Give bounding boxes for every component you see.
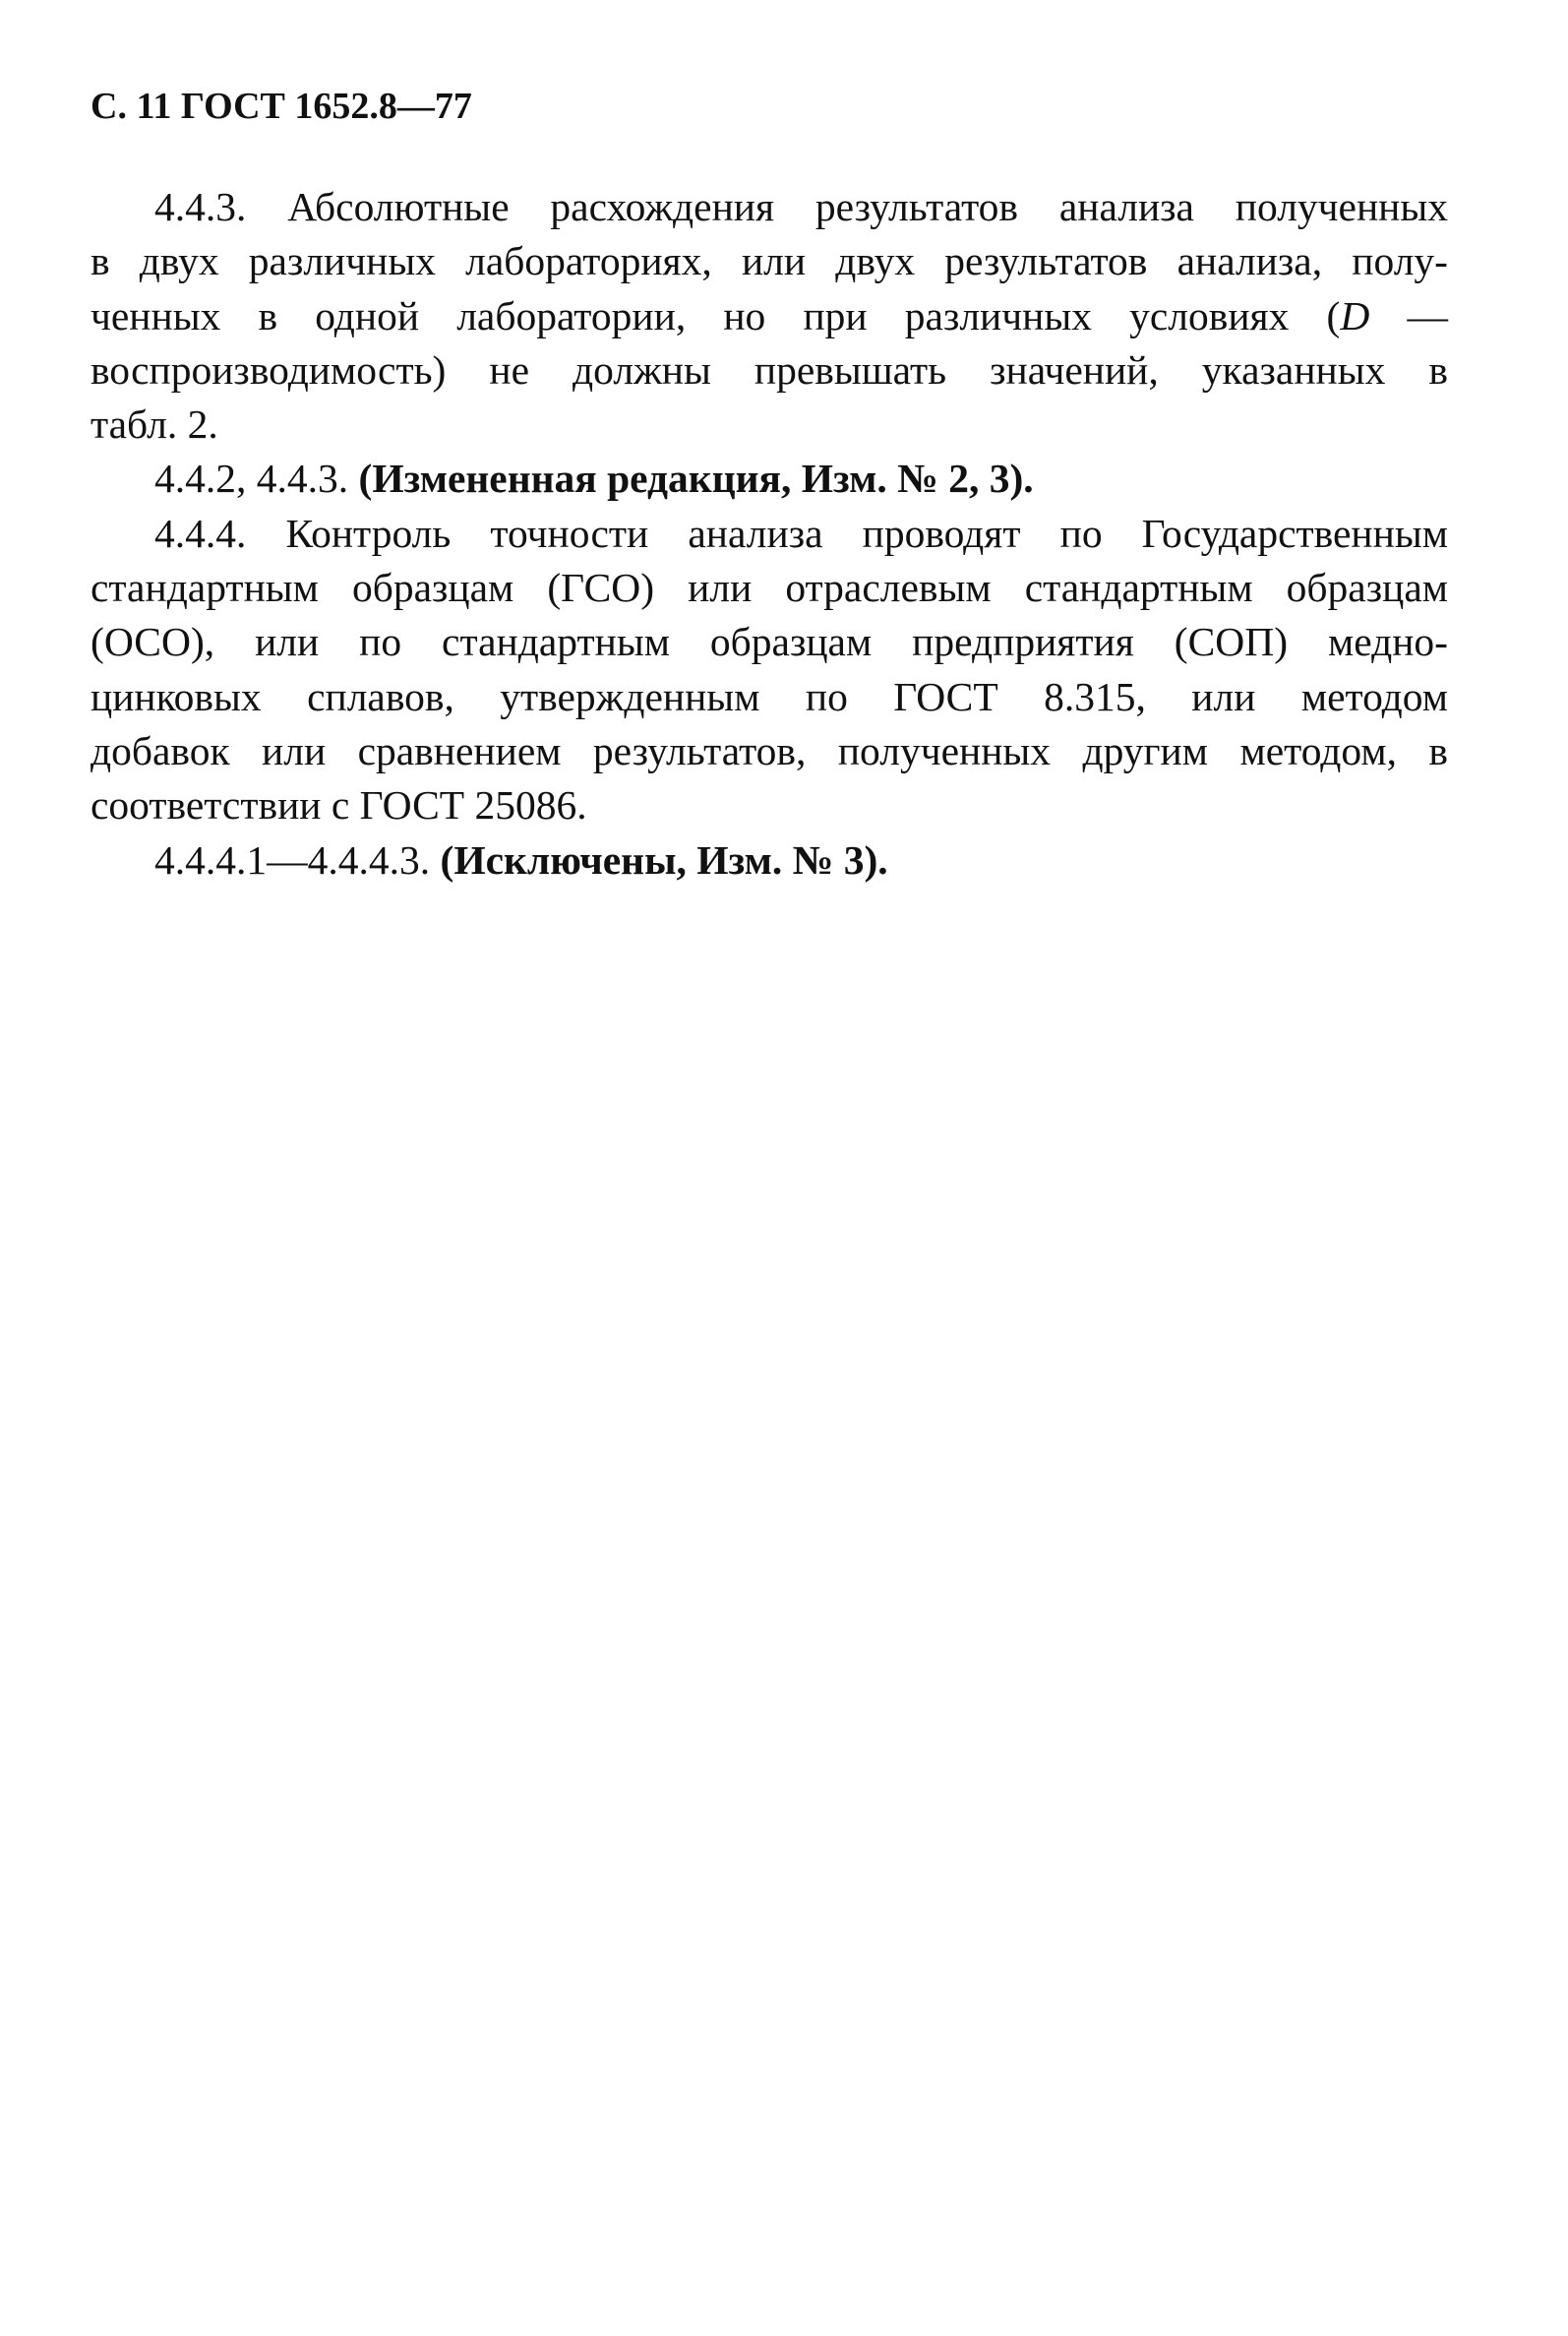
amendment-clauses: 4.4.2, 4.4.3. [154, 456, 359, 502]
reproducibility-symbol: D [1340, 292, 1370, 338]
amendment-line [90, 833, 1448, 888]
paragraph-line: 4.4.3. Абсолютные расхождения результатов анализа полученных [154, 184, 1448, 229]
paragraph-line: в двух различных лабораториях, или двух результатов анализа, полу- [90, 238, 1448, 284]
paragraph-line-text: ченных в одной лаборатории, но при различных условиях ( [90, 292, 1341, 338]
amendment-line [90, 452, 1448, 506]
paragraph-4-4-3 [90, 180, 1448, 452]
amendment-text: (Измененная редакция, Изм. № 2, 3). [358, 456, 1034, 502]
paragraph-line: воспроизводимость) не должны превышать значений, указанных в [90, 346, 1448, 393]
document-body [90, 180, 1448, 888]
paragraph-4-4-4 [90, 507, 1448, 833]
page-header: С. 11 ГОСТ 1652.8—77 [90, 86, 472, 127]
amendment-clauses: 4.4.4.1—4.4.4.3. [154, 836, 441, 883]
paragraph-line-text: — [1369, 292, 1448, 338]
amendment-text: (Исключены, Изм. № 3). [440, 836, 888, 883]
paragraph-line: добавок или сравнением результатов, полученных другим методом, в [90, 727, 1448, 773]
paragraph-line: 4.4.4. Контроль точности анализа проводят по Государственным [154, 510, 1448, 556]
paragraph-line [90, 289, 1448, 343]
paragraph-line: табл. 2. [90, 401, 218, 448]
paragraph-line: соответствии с ГОСТ 25086. [90, 782, 587, 829]
paragraph-line: (ОСО), или по стандартным образцам предприятия (СОП) медно- [90, 619, 1448, 665]
amendment-note-2 [90, 833, 1448, 888]
amendment-note-1 [90, 452, 1448, 506]
paragraph-line: стандартным образцам (ГСО) или отраслевым стандартным образцам [90, 565, 1448, 611]
paragraph-line: цинковых сплавов, утвержденным по ГОСТ 8.315, или методом [90, 673, 1448, 719]
